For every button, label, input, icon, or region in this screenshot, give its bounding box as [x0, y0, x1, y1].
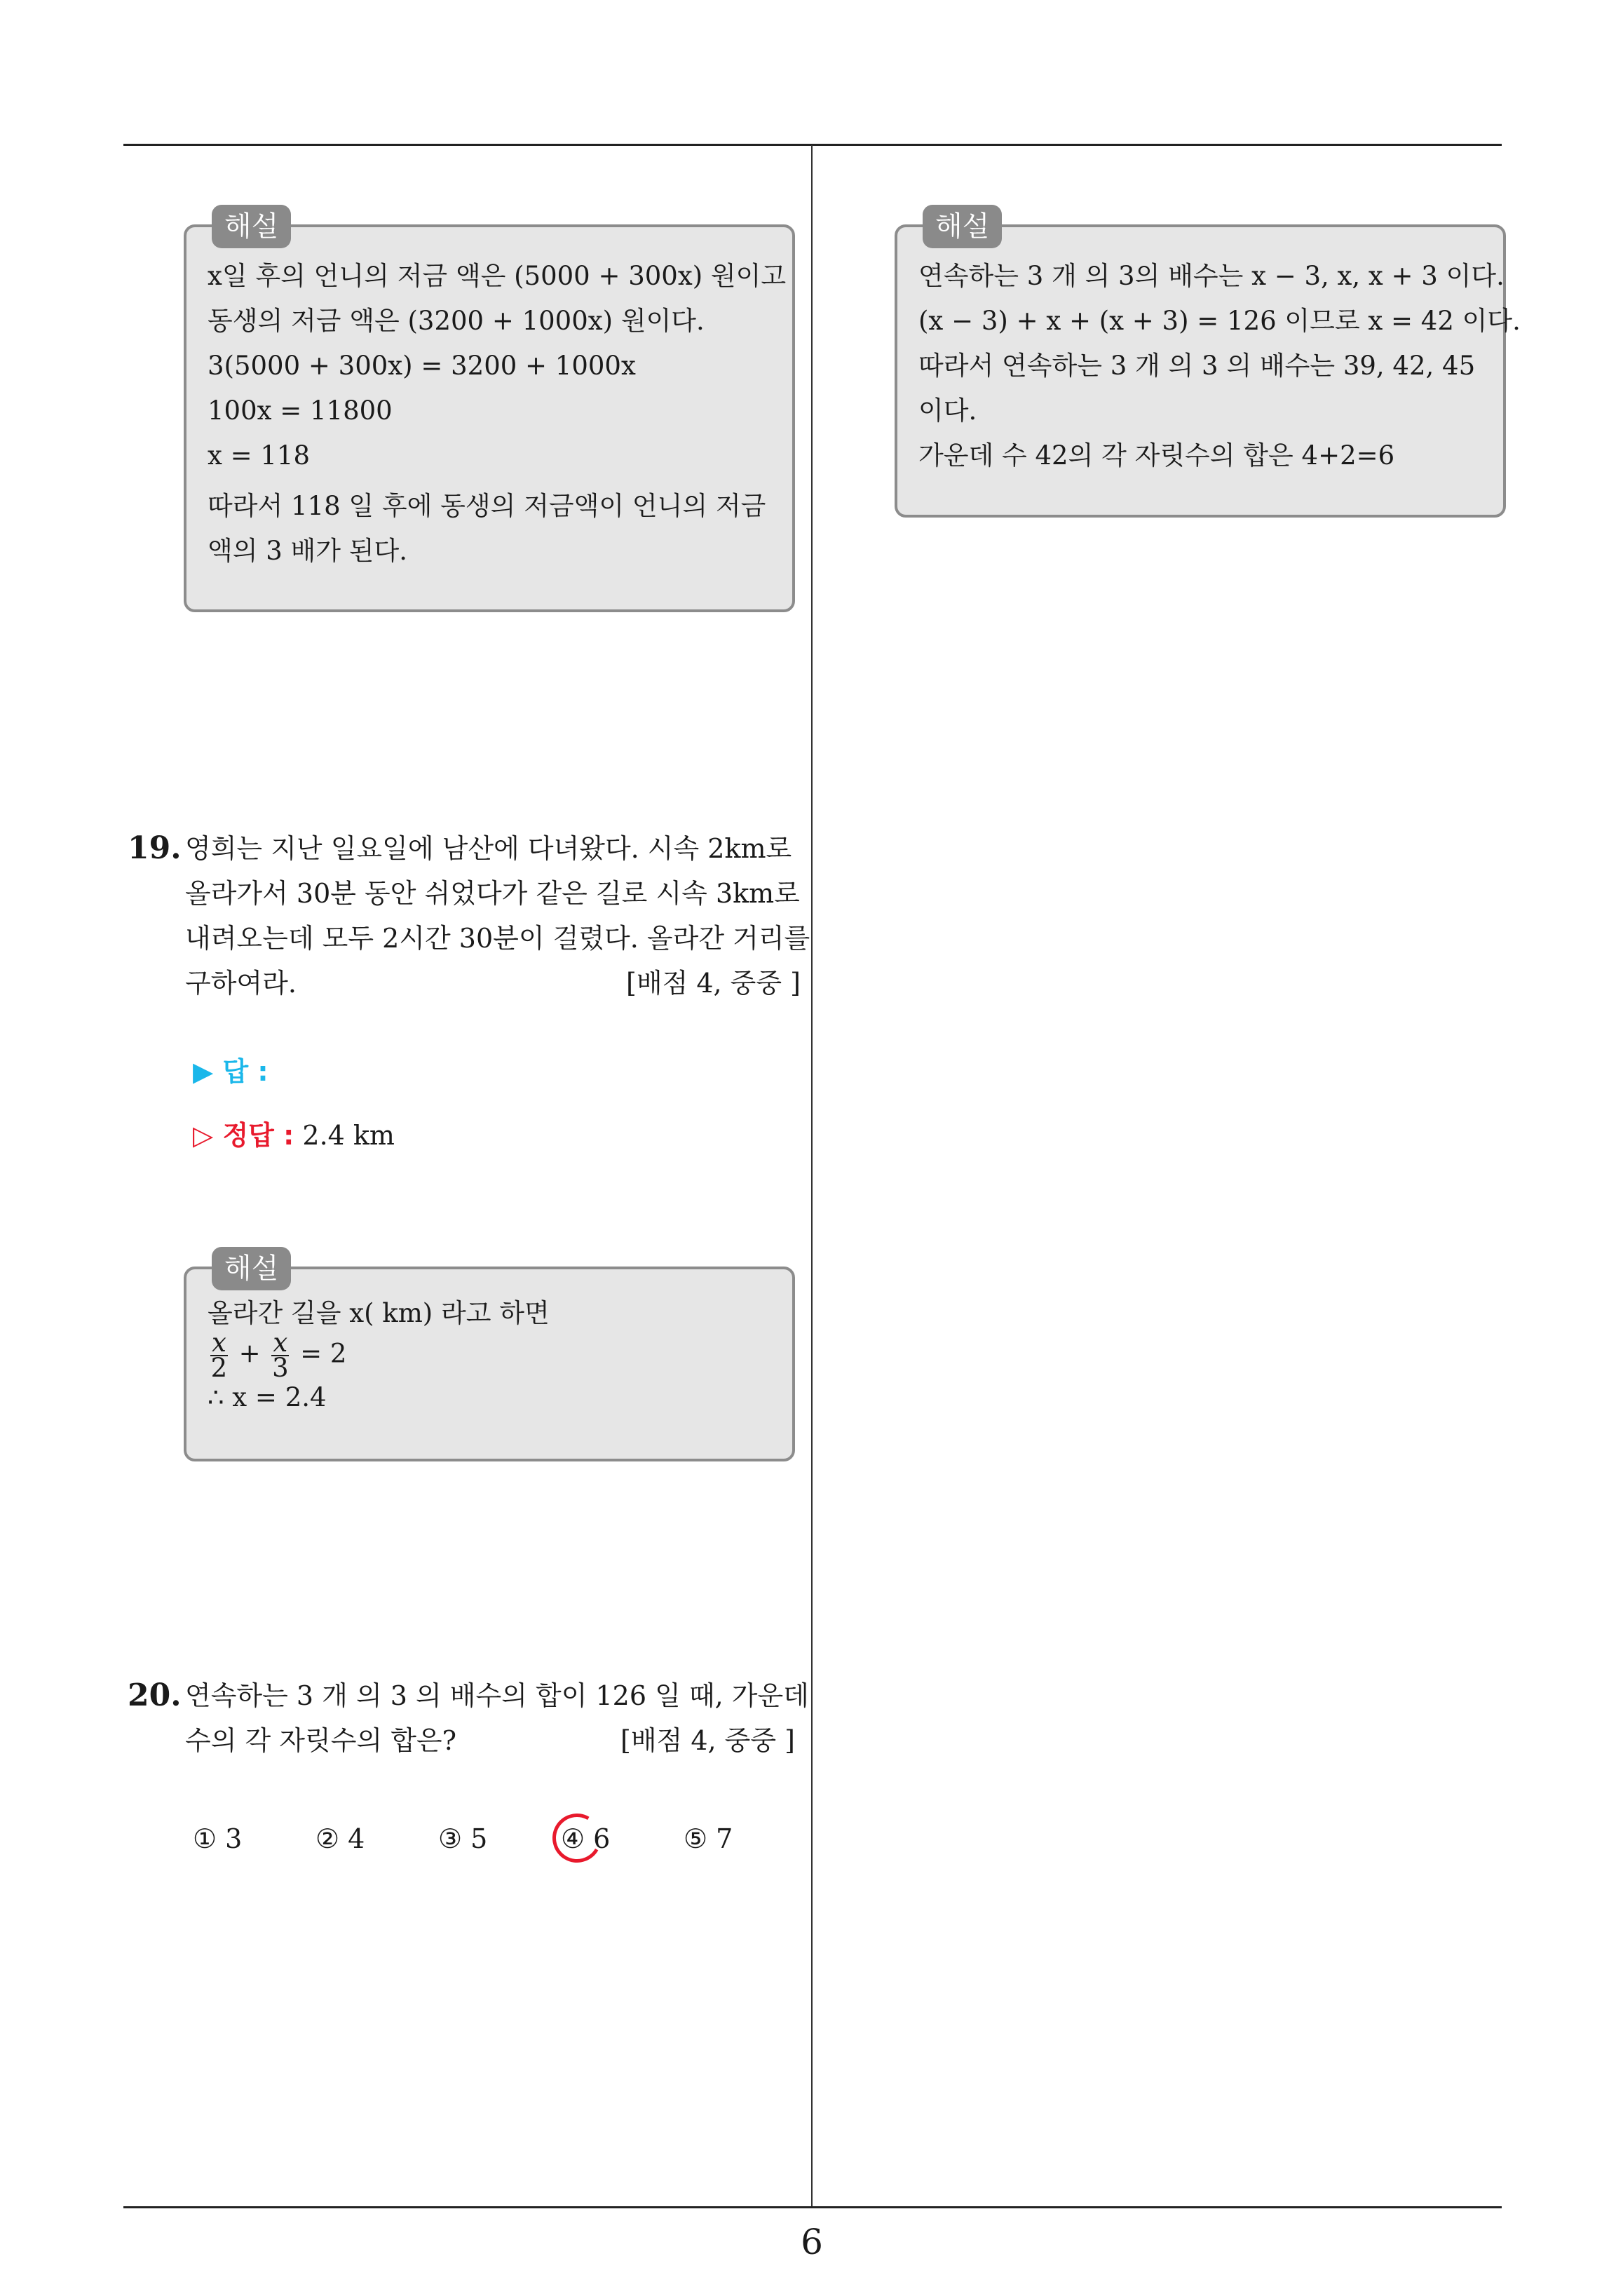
fraction: $\frac{x}{2}$: [210, 1328, 228, 1383]
solution-line: (x − 3) + x + (x + 3) = 126 이므로 x = 42 이다.: [918, 306, 1521, 336]
question-line: 내려오는데 모두 2시간 30분이 걸렸다. 올라간 거리를: [185, 923, 810, 954]
choice-2[interactable]: ② 4: [315, 1823, 365, 1854]
solution-line: 액의 3 배가 된다.: [208, 536, 408, 566]
solution-line: 연속하는 3 개 의 3의 배수는 x − 3, x, x + 3 이다.: [918, 261, 1505, 291]
correct-answer-row: [193, 1114, 395, 1152]
question-20: [128, 1673, 809, 1763]
question-line: 올라가서 30분 동안 쉬었다가 같은 길로 시속 3km로: [185, 878, 800, 909]
solution-line: 이다.: [918, 396, 977, 426]
correct-answer-value: 2.4 km: [302, 1120, 395, 1151]
solution-line: 3(5000 + 300x) = 3200 + 1000x: [208, 351, 636, 381]
question-line: 연속하는 3 개 의 3 의 배수의 합이 126 일 때, 가운데: [185, 1680, 809, 1711]
plus-sign: +: [238, 1338, 261, 1369]
equals-value: = 2: [300, 1338, 347, 1369]
solution-box-18: [184, 210, 795, 612]
question-line: 영희는 지난 일요일에 남산에 다녀왔다. 시속 2km로: [185, 833, 792, 864]
solution-tag: 해설: [923, 205, 1002, 248]
fraction: $\frac{x}{3}$: [272, 1328, 289, 1383]
solution-line: x = 118: [208, 440, 311, 471]
choice-5[interactable]: ⑤ 7: [684, 1823, 733, 1854]
question-19: [128, 826, 810, 1006]
selected-circle-mark: [547, 1808, 607, 1868]
solution-line: 동생의 저금 액은 (3200 + 1000x) 원이다.: [208, 306, 705, 336]
solution-line: 올라간 길을 x( km) 라고 하면: [208, 1298, 550, 1328]
choice-3[interactable]: ③ 5: [438, 1823, 488, 1854]
solution-line: ∴ x = 2.4: [208, 1382, 327, 1412]
solution-box-20: [895, 210, 1521, 518]
top-rule: [123, 144, 1502, 146]
solution-tag: 해설: [212, 205, 291, 248]
question-text: 수의 각 자릿수의 합은?: [185, 1725, 456, 1756]
question-number: 20.: [128, 1677, 182, 1713]
answer-label: ▶ 답 :: [193, 1056, 269, 1087]
solution-line: 가운데 수 42의 각 자릿수의 합은 4+2=6: [918, 440, 1395, 471]
score-difficulty: [배점 4, 중중 ]: [626, 968, 801, 999]
question-line-last: [185, 1718, 795, 1763]
column-divider: [811, 145, 813, 2208]
solution-box-19: [184, 1252, 795, 1461]
solution-line: 따라서 118 일 후에 동생의 저금액이 언니의 저금: [208, 491, 766, 521]
correct-answer-label: ▷ 정답 :: [193, 1120, 294, 1151]
question-line-last: [185, 961, 801, 1006]
solution-line: x일 후의 언니의 저금 액은 (5000 + 300x) 원이고: [208, 261, 787, 291]
solution-line: 따라서 연속하는 3 개 의 3 의 배수는 39, 42, 45: [918, 351, 1476, 381]
choice-4[interactable]: ④ 6: [561, 1823, 610, 1854]
page-number: 6: [801, 2222, 823, 2262]
solution-equation: [208, 1328, 771, 1383]
choice-1[interactable]: ① 3: [193, 1823, 243, 1854]
question-number: 19.: [128, 830, 182, 866]
score-difficulty: [배점 4, 중중 ]: [620, 1725, 795, 1756]
solution-tag: 해설: [212, 1247, 291, 1290]
solution-line: 100x = 11800: [208, 396, 393, 426]
question-text: 구하여라.: [185, 968, 297, 999]
bottom-rule: [123, 2206, 1502, 2208]
